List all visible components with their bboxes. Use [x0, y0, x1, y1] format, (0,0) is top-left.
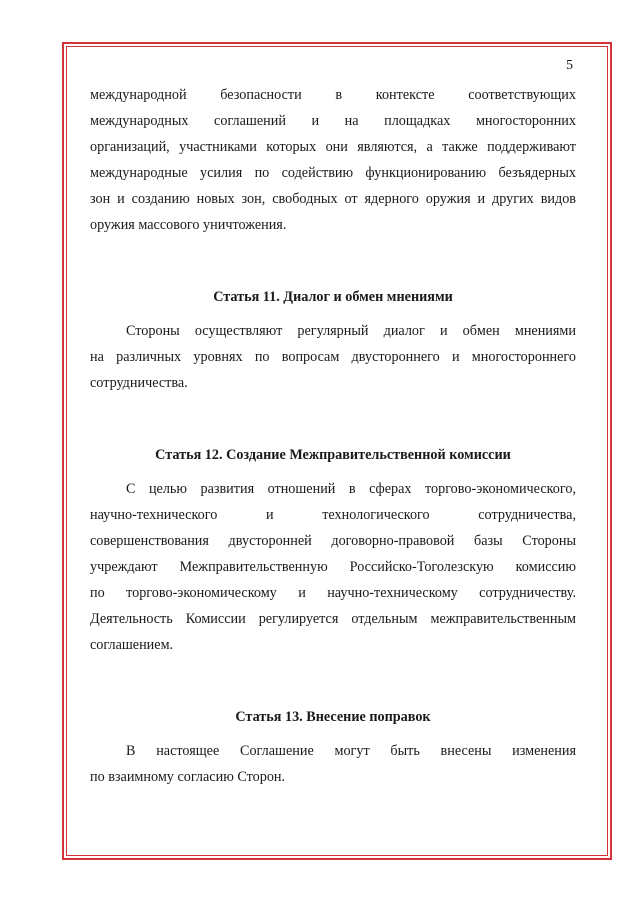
article-13-heading: Статья 13. Внесение поправок: [235, 709, 431, 725]
article-11-heading: Статья 11. Диалог и обмен мнениями: [213, 289, 453, 305]
text-line: международной безопасности в контексте соответствующих: [90, 87, 576, 103]
text-line: научно-технического и технологического сотрудничества,: [90, 507, 576, 523]
article-11-paragraph: [90, 318, 576, 396]
intro-paragraph: [90, 82, 576, 238]
text-line: зон и созданию новых зон, свободных от ядерного оружия и других видов: [90, 191, 576, 207]
text-line: соглашением.: [90, 637, 174, 653]
text-line: С целью развития отношений в сферах торгово-экономического,: [126, 481, 576, 497]
text-line: на различных уровнях по вопросам двустороннего и многостороннего: [90, 349, 576, 365]
text-line: организаций, участниками которых они являются, а также поддерживают: [90, 139, 576, 155]
text-line: В настоящее Соглашение могут быть внесены изменения: [126, 743, 576, 759]
text-line: Стороны осуществляют регулярный диалог и обмен мнениями: [126, 323, 576, 339]
article-12-paragraph: [90, 476, 576, 658]
text-line: по взаимному согласию Сторон.: [90, 769, 286, 785]
text-line: учреждают Межправительственную Российско-Тоголезскую комиссию: [90, 559, 576, 575]
text-line: сотрудничества.: [90, 375, 188, 391]
article-12-heading: Статья 12. Создание Межправительственной комиссии: [155, 447, 511, 463]
text-line: совершенствования двусторонней договорно-правовой базы Стороны: [90, 533, 576, 549]
text-line: международных соглашений и на площадках многосторонних: [90, 113, 576, 129]
text-line: оружия массового уничтожения.: [90, 217, 287, 233]
document-body: [90, 82, 576, 790]
article-13-paragraph: [90, 738, 576, 790]
text-line: Деятельность Комиссии регулируется отдельным межправительственным: [90, 611, 576, 627]
text-line: по торгово-экономическому и научно-техническому сотрудничеству.: [90, 585, 576, 601]
text-line: международные усилия по содействию функционированию безъядерных: [90, 165, 576, 181]
page-number: 5: [566, 58, 573, 73]
